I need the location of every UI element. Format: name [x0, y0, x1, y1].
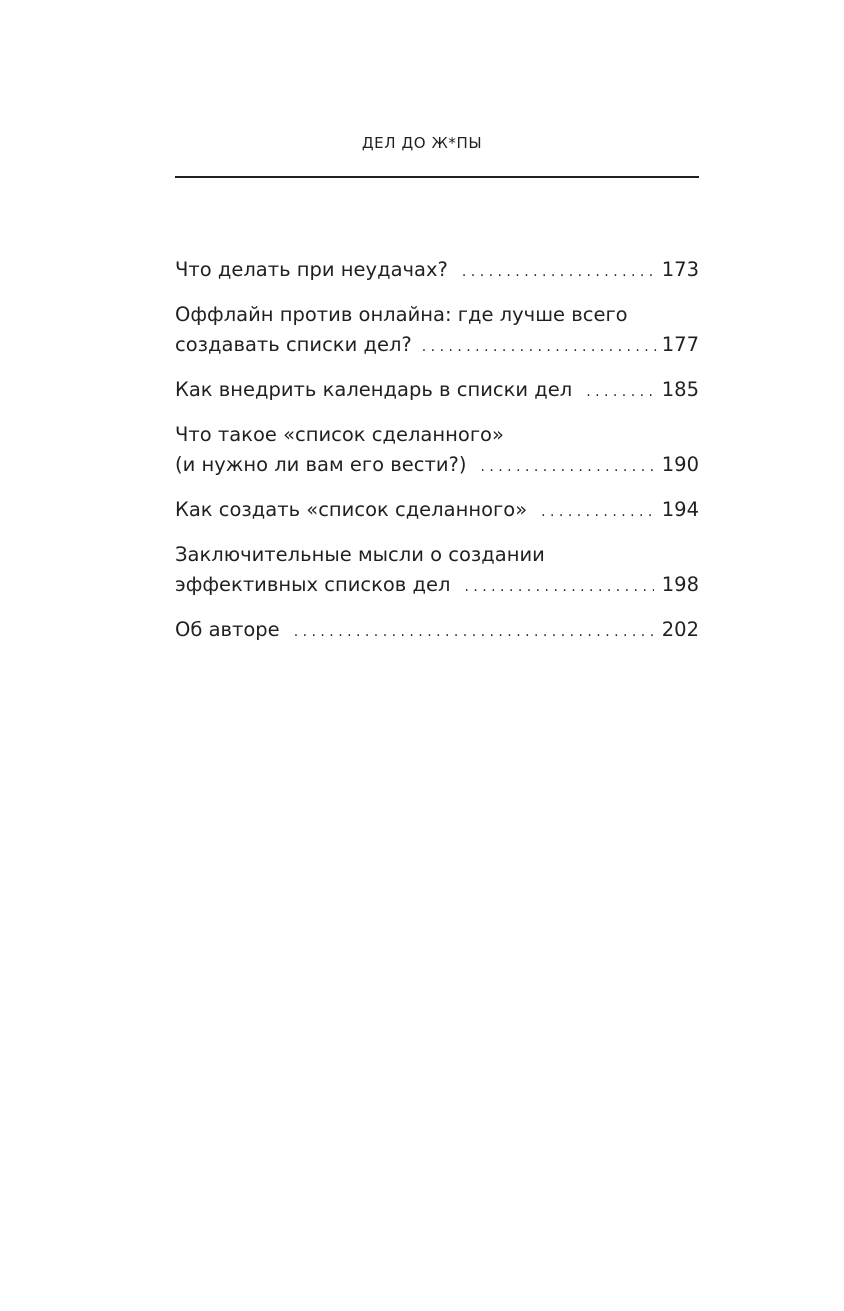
- running-header: ДЕЛ ДО Ж*ПЫ: [361, 134, 483, 152]
- dot-leader: [464, 572, 653, 602]
- header-rule: [175, 176, 699, 178]
- toc-page-number: 185: [661, 378, 699, 401]
- toc-page-number: 177: [661, 333, 699, 356]
- toc-entry-title: Что делать при неудачах?: [175, 258, 448, 281]
- toc-page-number: 198: [661, 573, 699, 596]
- toc-entry[interactable]: [175, 615, 699, 647]
- dot-leader: [462, 257, 654, 287]
- dot-leader: [586, 377, 654, 407]
- toc-entry-title: Заключительные мысли о создании: [175, 543, 545, 566]
- toc-entry[interactable]: [175, 375, 699, 407]
- toc-page-number: 194: [661, 498, 699, 521]
- dot-leader: [541, 497, 654, 527]
- toc-entry[interactable]: [175, 495, 699, 527]
- toc-entry[interactable]: [175, 540, 699, 602]
- table-of-contents: [175, 255, 699, 660]
- toc-entry-title: Как внедрить календарь в списки дел: [175, 378, 573, 401]
- toc-entry-title: Об авторе: [175, 618, 280, 641]
- dot-leader: [294, 617, 654, 647]
- toc-entry-title-continued: эффективных списков дел: [175, 573, 451, 596]
- toc-page-number: 173: [661, 258, 699, 281]
- toc-page-number: 190: [661, 453, 699, 476]
- toc-entry-title: Оффлайн против онлайна: где лучше всего: [175, 303, 628, 326]
- dot-leader: [422, 332, 658, 362]
- toc-entry-title-continued: создавать списки дел?: [175, 333, 412, 356]
- toc-entry-title-continued: (и нужно ли вам его вести?): [175, 453, 467, 476]
- toc-entry[interactable]: [175, 300, 699, 362]
- toc-entry[interactable]: [175, 255, 699, 287]
- toc-entry[interactable]: [175, 420, 699, 482]
- toc-page-number: 202: [661, 618, 699, 641]
- toc-entry-title: Как создать «список сделанного»: [175, 498, 528, 521]
- toc-entry-title: Что такое «список сделанного»: [175, 423, 504, 446]
- dot-leader: [480, 452, 653, 482]
